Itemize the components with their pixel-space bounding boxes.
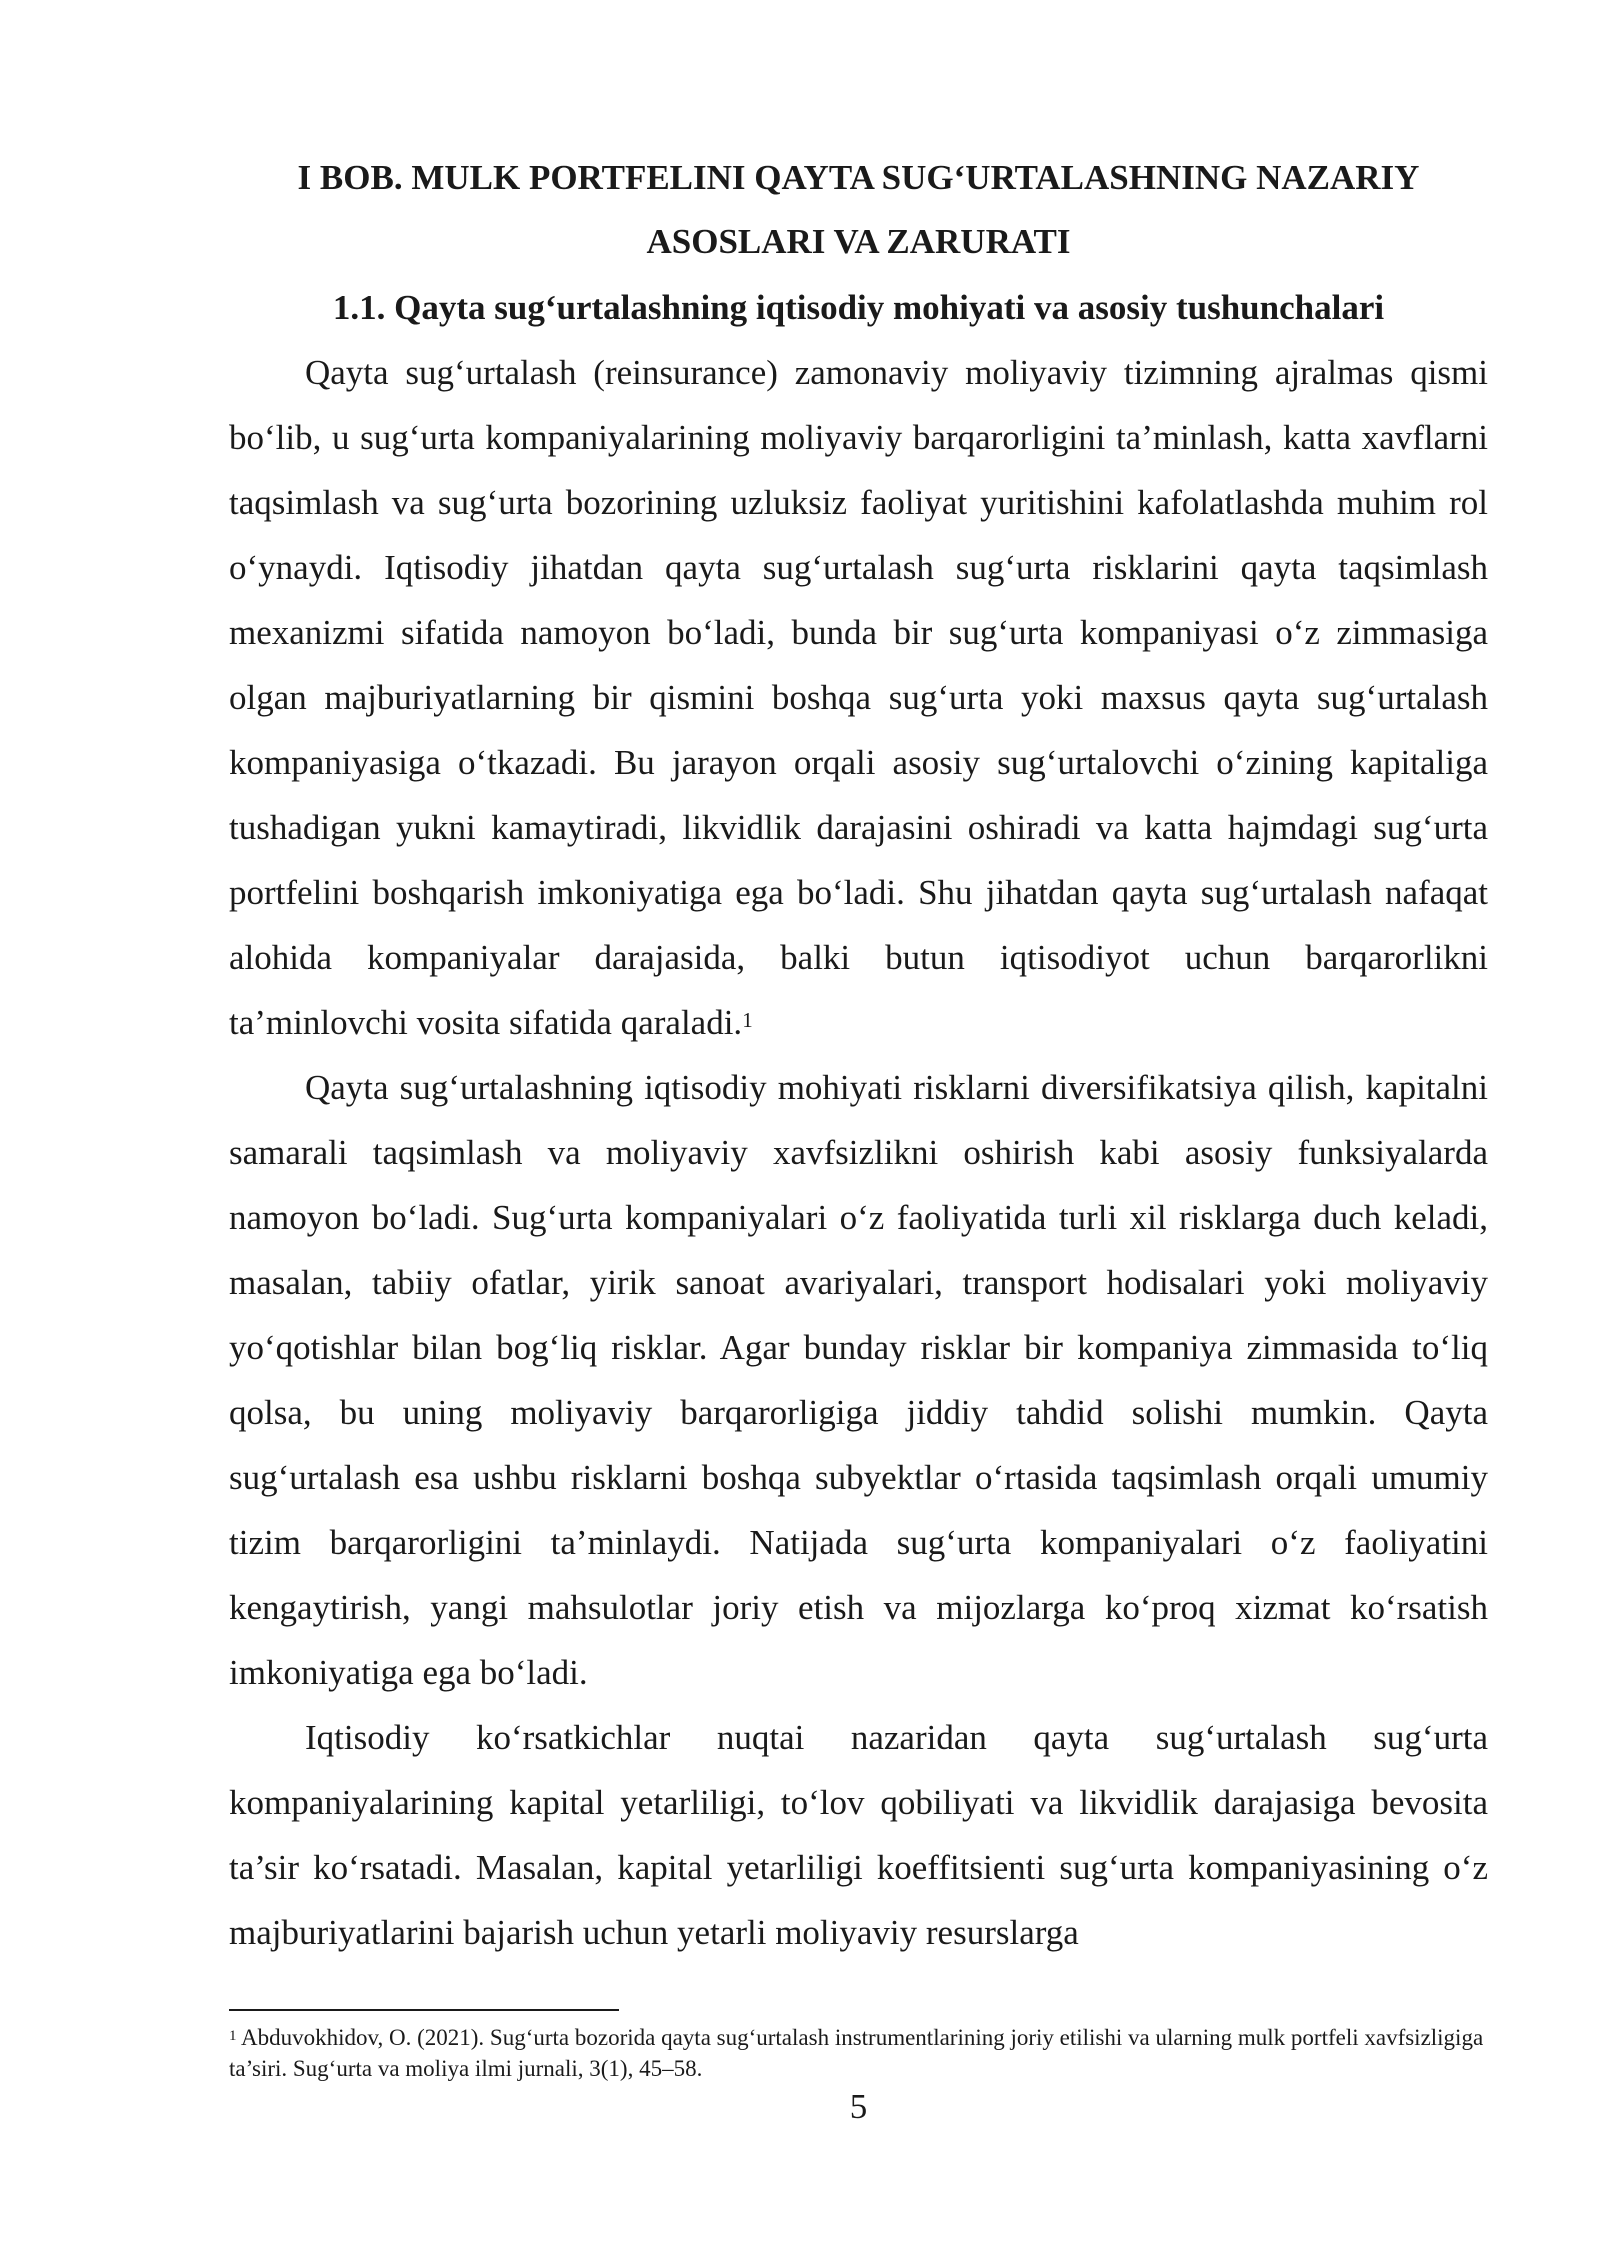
footnote-text: Abduvokhidov, O. (2021). Sug‘urta bozorida qayta sug‘urtalash instrumentlarining joriy etilishi va ularning mulk portfeli xavfsizligiga ta’siri. Sug‘urta va moliya ilmi jurnali, 3(1), 45–58.: [229, 2025, 1484, 2081]
footnote-marker: 1: [229, 2028, 237, 2044]
section-title: 1.1. Qayta sug‘urtalashning iqtisodiy mohiyati va asosiy tushunchalari: [332, 288, 1385, 327]
paragraph-1: [229, 340, 1488, 1055]
page-number: 5: [849, 2087, 868, 2126]
paragraph-3: Iqtisodiy ko‘rsatkichlar nuqtai nazaridan qayta sug‘urtalash sug‘urta kompaniyalarining kapital yetarliligi, to‘lov qobiliyati va likvidlik darajasiga bevosita ta’sir ko‘rsatadi. Masalan, kapital yetarliligi koeffitsienti sug‘urta kompaniyasining o‘z majburiyatlarini bajarish uchun yetarli moliyaviy resurslarga: [229, 1718, 1488, 1952]
paragraph-2: Qayta sug‘urtalashning iqtisodiy mohiyati risklarni diversifikatsiya qilish, kapitalni samarali taqsimlash va moliyaviy xavfsizlikni oshirish kabi asosiy funksiyalarda namoyon bo‘ladi. Sug‘urta kompaniyalari o‘z faoliyatida turli xil risklarga duch keladi, masalan, tabiiy ofatlar, yirik sanoat avariyalari, transport hodisalari yoki moliyaviy yo‘qotishlar bilan bog‘liq risklar. Agar bunday risklar bir kompaniya zimmasida to‘liq qolsa, bu uning moliyaviy barqarorligiga jiddiy tahdid solishi mumkin. Qayta sug‘urtalash esa ushbu risklarni boshqa subyektlar o‘rtasida taqsimlash orqali umumiy tizim barqarorligini ta’minlaydi. Natijada sug‘urta kompaniyalari o‘z faoliyatini kengaytirish, yangi mahsulotlar joriy etish va mijozlarga ko‘proq xizmat ko‘rsatish imkoniyatiga ega bo‘ladi.: [229, 1068, 1488, 1692]
chapter-title-line-1: I BOB. MULK PORTFELINI QAYTA SUG‘URTALASHNING NAZARIY: [297, 158, 1420, 197]
chapter-title: [229, 146, 1488, 274]
footnote-separator: [229, 2009, 619, 2011]
body-text: [229, 340, 1488, 1965]
footnote: [229, 2022, 1488, 2084]
chapter-title-line-2: ASOSLARI VA ZARURATI: [646, 222, 1071, 261]
paragraph-1-text: Qayta sug‘urtalash (reinsurance) zamonaviy moliyaviy tizimning ajralmas qismi bo‘lib, u sug‘urta kompaniyalarining moliyaviy barqarorligini ta’minlash, katta xavflarni taqsimlash va sug‘urta bozorining uzluksiz faoliyat yuritishini kafolatlashda muhim rol o‘ynaydi. Iqtisodiy jihatdan qayta sug‘urtalash sug‘urta risklarini qayta taqsimlash mexanizmi sifatida namoyon bo‘ladi, bunda bir sug‘urta kompaniyasi o‘z zimmasiga olgan majburiyatlarning bir qismini boshqa sug‘urta yoki maxsus qayta sug‘urtalash kompaniyasiga o‘tkazadi. Bu jarayon orqali asosiy sug‘urtalovchi o‘zining kapitaliga tushadigan yukni kamaytiradi, likvidlik darajasini oshiradi va katta hajmdagi sug‘urta portfelini boshqarish imkoniyatiga ega bo‘ladi. Shu jihatdan qayta sug‘urtalash nafaqat alohida kompaniyalar darajasida, balki butun iqtisodiyot uchun barqarorlikni ta’minlovchi vosita sifatida qaraladi.: [229, 353, 1488, 1042]
document-page: [229, 0, 1488, 2262]
footnote-reference[interactable]: 1: [742, 1008, 753, 1032]
